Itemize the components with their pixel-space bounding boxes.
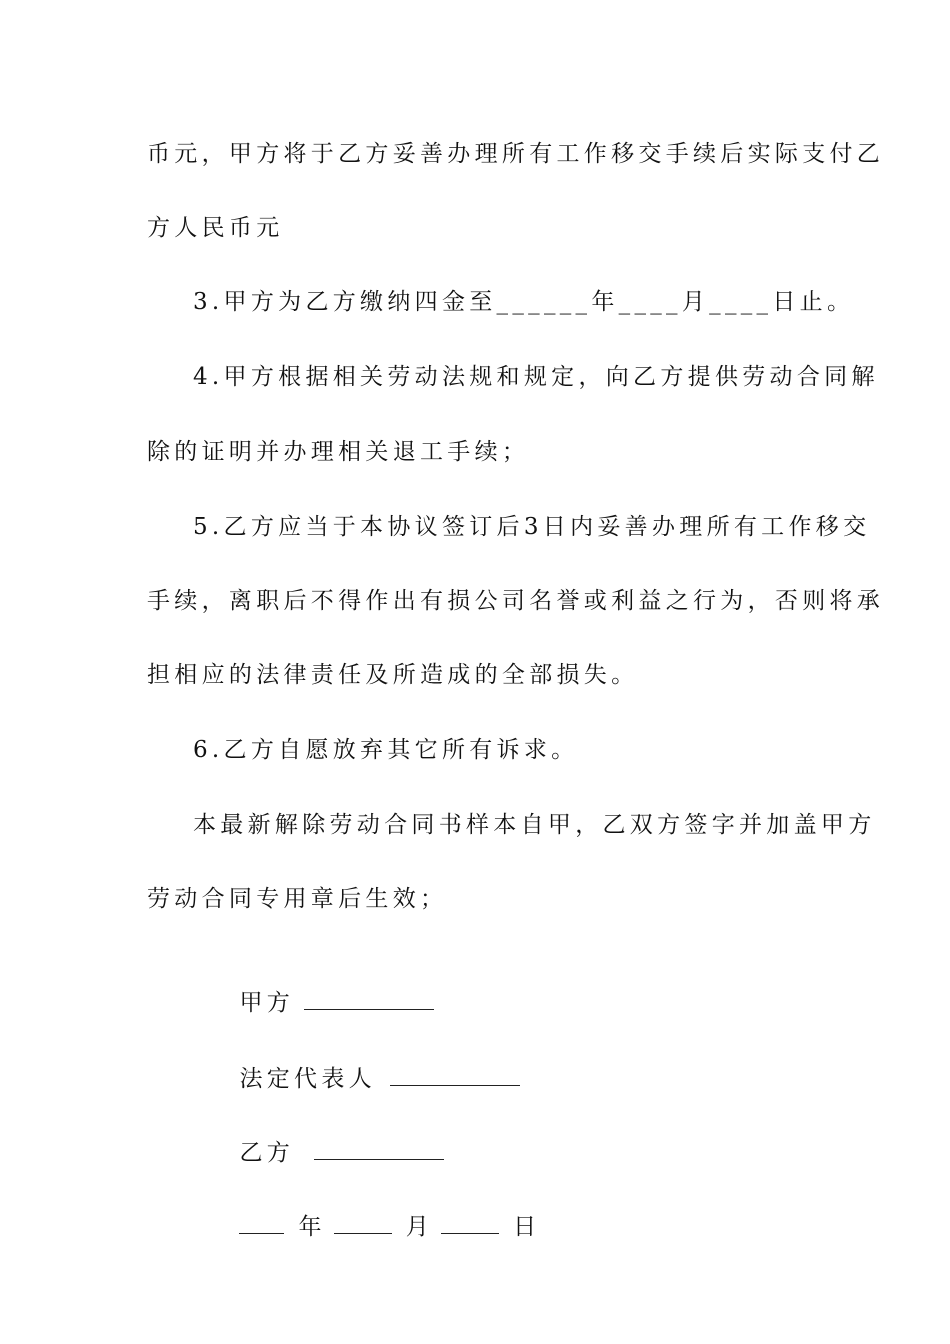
paragraph-line: 手续，离职后不得作出有损公司名誉或利益之行为，否则将承 (147, 588, 885, 614)
paragraph-line: 5.乙方应当于本协议签订后3日内妥善办理所有工作移交 (193, 514, 871, 540)
party-a-label: 甲方 (239, 990, 295, 1016)
paragraph-line: 担相应的法律责任及所造成的全部损失。 (147, 662, 639, 688)
month-label: 月 (405, 1214, 434, 1240)
legal-rep-label: 法定代表人 (239, 1066, 376, 1092)
day-blank (441, 1215, 499, 1234)
paragraph-line: 方人民币元 (147, 215, 284, 241)
paragraph-line: 6.乙方自愿放弃其它所有诉求。 (193, 737, 579, 763)
paragraph-line: 3.甲方为乙方缴纳四金至______年____月____日止。 (193, 289, 855, 315)
paragraph-line: 本最新解除劳动合同书样本自甲，乙双方签字并加盖甲方 (193, 812, 876, 838)
paragraph-line: 币元，甲方将于乙方妥善办理所有工作移交手续后实际支付乙 (147, 141, 885, 167)
paragraph-line: 4.甲方根据相关劳动法规和规定，向乙方提供劳动合同解 (193, 364, 879, 390)
month-blank (334, 1215, 392, 1234)
party-a-signature-blank (304, 991, 434, 1010)
party-b-signature-blank (314, 1141, 444, 1160)
year-label: 年 (298, 1214, 326, 1240)
paragraph-line: 除的证明并办理相关退工手续； (147, 439, 530, 465)
legal-rep-signature-blank (390, 1067, 520, 1086)
party-b-label: 乙方 (239, 1140, 295, 1166)
day-label: 日 (513, 1214, 541, 1240)
date-row (193, 1182, 540, 1272)
year-blank (239, 1215, 284, 1234)
paragraph-line: 劳动合同专用章后生效； (147, 886, 448, 912)
